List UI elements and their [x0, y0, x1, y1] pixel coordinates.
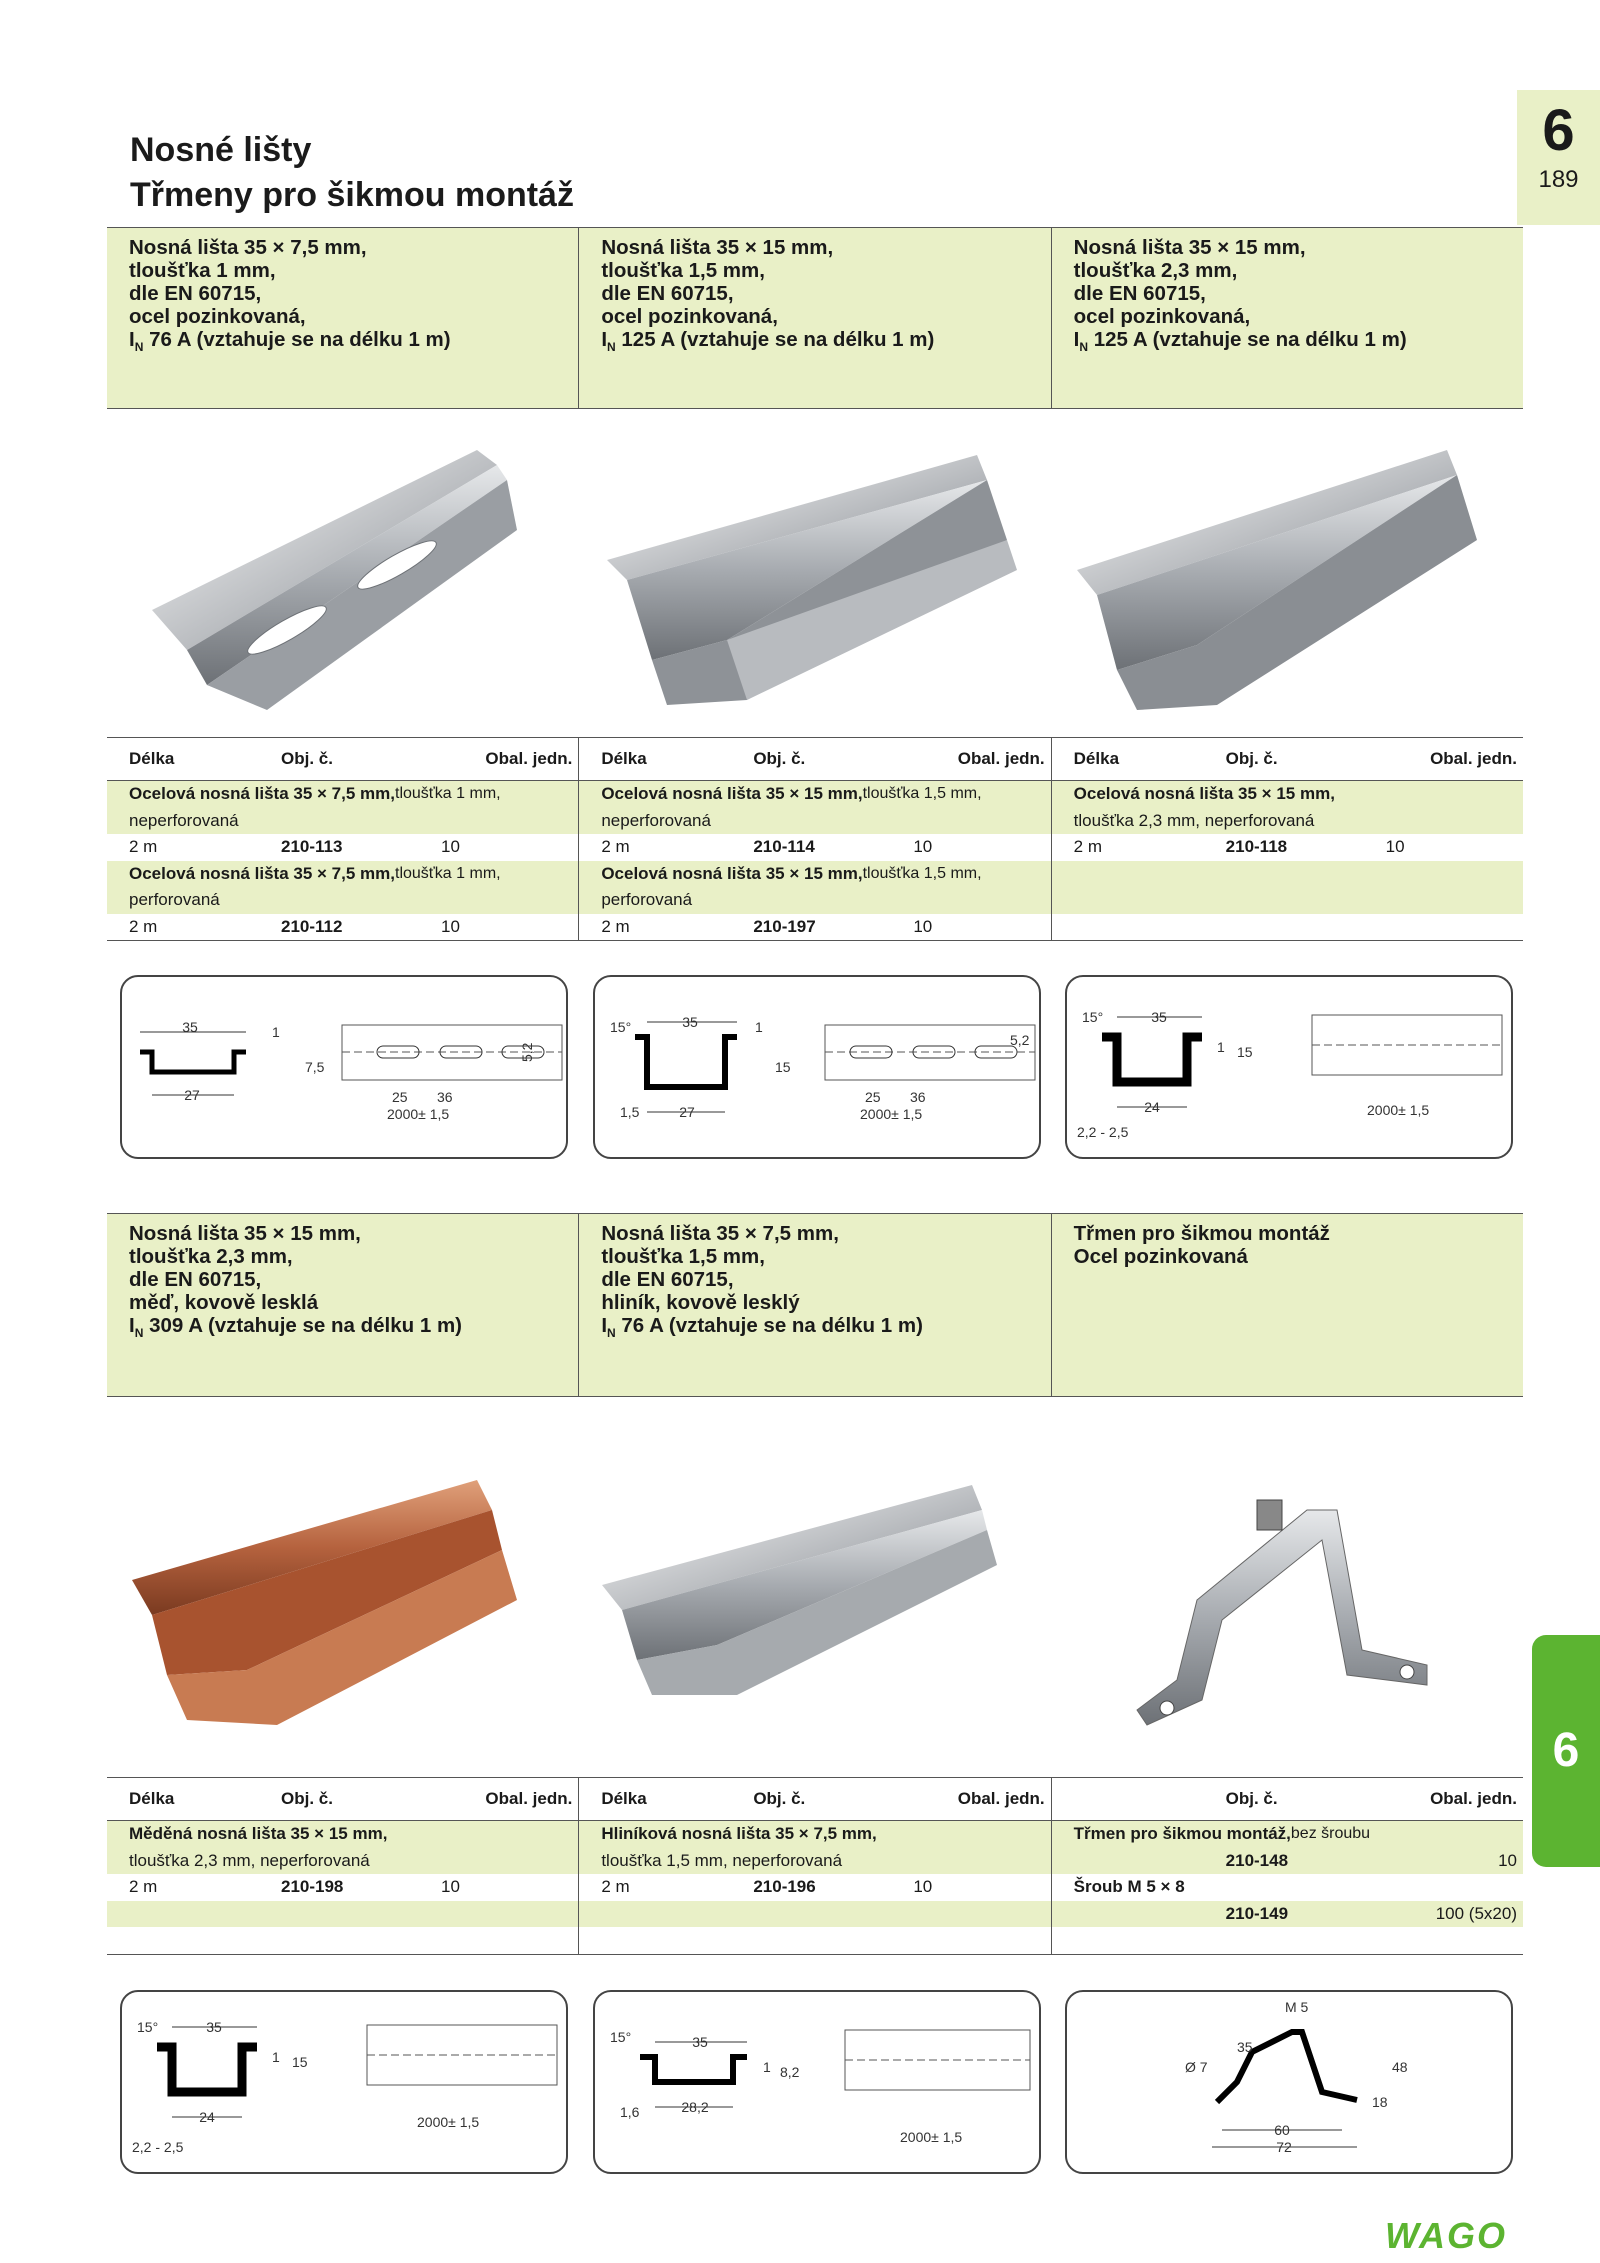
svg-text:24: 24	[199, 2109, 215, 2125]
svg-text:2000± 1,5: 2000± 1,5	[900, 2129, 963, 2145]
svg-text:28,2: 28,2	[681, 2099, 709, 2115]
svg-text:25: 25	[392, 1089, 408, 1105]
svg-text:24: 24	[1144, 1099, 1160, 1115]
dimension-drawing	[1065, 1990, 1513, 2174]
product-header: Nosná lišta 35 × 7,5 mm, tloušťka 1,5 mm, dle EN 60715, hliník, kovově lesklý $I_N$ 76 A (vztahuje se na délku 1 m)	[578, 1214, 1050, 1396]
svg-text:1: 1	[272, 2049, 280, 2065]
bracket-photo	[1137, 1500, 1427, 1725]
svg-text:5,2: 5,2	[519, 1042, 535, 1062]
svg-text:27: 27	[679, 1104, 695, 1120]
chapter-number: 6	[1542, 98, 1575, 163]
svg-text:8,2: 8,2	[780, 2064, 800, 2080]
table-row: 2 m 210-196 10	[601, 1877, 933, 1897]
table-row: 2 m 210-198 10	[129, 1877, 460, 1897]
svg-text:35: 35	[692, 2034, 708, 2050]
product-header: Třmen pro šikmou montáž Ocel pozinkovaná	[1051, 1214, 1523, 1396]
svg-text:1: 1	[1217, 1039, 1225, 1055]
svg-text:18: 18	[1372, 2094, 1388, 2110]
svg-text:15: 15	[775, 1059, 791, 1075]
wago-logo: WAGO	[1385, 2215, 1507, 2256]
table-row: 2 m 210-197 10	[601, 916, 933, 936]
svg-text:1: 1	[763, 2059, 771, 2075]
table-row: 2 m 210-113 10	[129, 837, 460, 857]
svg-text:2,2 - 2,5: 2,2 - 2,5	[1077, 1124, 1129, 1140]
svg-text:35: 35	[182, 1019, 198, 1035]
svg-text:35: 35	[1237, 2039, 1253, 2055]
svg-text:27: 27	[184, 1087, 200, 1103]
svg-text:15: 15	[1237, 1044, 1253, 1060]
svg-text:2000± 1,5: 2000± 1,5	[1367, 1102, 1430, 1118]
table-column: Délka Obj. č. Obal. jedn. Měděná nosná lišta 35 × 15 mm, tloušťka 2,3 mm, neperforovaná 2 m 210-198 10	[107, 1778, 578, 1954]
svg-text:Ø 7: Ø 7	[1185, 2059, 1208, 2075]
svg-text:35: 35	[206, 2019, 222, 2035]
svg-text:2000± 1,5: 2000± 1,5	[387, 1106, 450, 1122]
rail-photo-copper	[132, 1480, 517, 1725]
rail-photo-perforated	[152, 450, 517, 710]
svg-text:M 5: M 5	[1285, 1999, 1309, 2015]
table-row: 210-148 10	[1052, 1848, 1523, 1875]
svg-text:1,6: 1,6	[620, 2104, 640, 2120]
table-column: Obj. č. Obal. jedn. Třmen pro šikmou montáž, bez šroubu 210-148 10 Šroub M 5 × 8 210-149 100 (5x20)	[1051, 1778, 1523, 1954]
order-table-2	[107, 1777, 1523, 1955]
svg-text:35: 35	[682, 1014, 698, 1030]
svg-text:36: 36	[910, 1089, 926, 1105]
dimension-drawing	[593, 975, 1041, 1159]
svg-text:60: 60	[1274, 2122, 1290, 2138]
product-photos-2	[107, 1440, 1523, 1730]
table-row: 2 m 210-114 10	[601, 837, 933, 857]
page-number: 189	[1538, 166, 1579, 193]
svg-text:1: 1	[755, 1019, 763, 1035]
svg-text:35: 35	[1151, 1009, 1167, 1025]
svg-text:15°: 15°	[137, 2019, 159, 2035]
svg-text:15: 15	[292, 2054, 308, 2070]
dimension-drawing	[120, 1990, 568, 2174]
dimension-drawing	[120, 975, 568, 1159]
svg-text:2000± 1,5: 2000± 1,5	[860, 1106, 923, 1122]
table-row: 2 m 210-112 10	[129, 916, 460, 936]
product-header-row-2	[107, 1213, 1523, 1397]
product-header: Nosná lišta 35 × 15 mm, tloušťka 1,5 mm, dle EN 60715, ocel pozinkovaná, $I_N$ 125 A (vztahuje se na délku 1 m)	[578, 228, 1050, 408]
svg-text:2000± 1,5: 2000± 1,5	[417, 2114, 480, 2130]
table-row: 2 m 210-118 10	[1073, 837, 1405, 857]
table-column: Délka Obj. č. Obal. jedn. Ocelová nosná lišta 35 × 7,5 mm, tloušťka 1 mm, neperforovaná 2 m 210-113 10 Ocelová nosná lišta 35 × 7,5 mm, tloušťka 1 mm, perforovaná 2 m 210-112 10	[107, 738, 578, 940]
order-table-1	[107, 737, 1523, 941]
product-header: Nosná lišta 35 × 15 mm, tloušťka 2,3 mm, dle EN 60715, měď, kovově lesklá $I_N$ 309 A (vztahuje se na délku 1 m)	[129, 1222, 462, 1341]
svg-text:1,5: 1,5	[620, 1104, 640, 1120]
svg-text:15°: 15°	[1082, 1009, 1104, 1025]
svg-text:2,2 - 2,5: 2,2 - 2,5	[132, 2139, 184, 2155]
product-header: Nosná lišta 35 × 7,5 mm, tloušťka 1 mm, dle EN 60715, ocel pozinkovaná, $I_N$ 76 A (vztahuje se na délku 1 m)	[129, 236, 451, 355]
dimension-drawing	[1065, 975, 1513, 1159]
chapter-marker	[1517, 90, 1600, 225]
svg-text:1: 1	[272, 1024, 280, 1040]
dimension-drawing	[593, 1990, 1041, 2174]
svg-text:7,5: 7,5	[305, 1059, 325, 1075]
svg-text:5,2: 5,2	[1010, 1032, 1030, 1048]
svg-text:15°: 15°	[610, 2029, 632, 2045]
product-photos-1	[107, 420, 1523, 730]
svg-text:36: 36	[437, 1089, 453, 1105]
table-column: Délka Obj. č. Obal. jedn. Ocelová nosná lišta 35 × 15 mm, tloušťka 2,3 mm, neperforovaná 2 m 210-118 10	[1051, 738, 1523, 940]
product-header: Nosná lišta 35 × 15 mm, tloušťka 2,3 mm, dle EN 60715, ocel pozinkovaná, $I_N$ 125 A (vztahuje se na délku 1 m)	[1051, 228, 1523, 408]
rail-photo-15mm	[607, 455, 1017, 705]
svg-text:25: 25	[865, 1089, 881, 1105]
page-title: Nosné lišty Třmeny pro šikmou montáž	[130, 131, 574, 214]
table-column: Délka Obj. č. Obal. jedn. Hliníková nosná lišta 35 × 7,5 mm, tloušťka 1,5 mm, neperforovaná 2 m 210-196 10	[578, 1778, 1050, 1954]
svg-text:48: 48	[1392, 2059, 1408, 2075]
chapter-tab[interactable]: 6	[1532, 1635, 1600, 1867]
svg-text:72: 72	[1276, 2139, 1292, 2155]
rail-photo-aluminium	[602, 1485, 997, 1695]
rail-photo-15mm-thick	[1077, 450, 1477, 710]
table-row: 210-149 100 (5x20)	[1052, 1901, 1523, 1928]
svg-text:15°: 15°	[610, 1019, 632, 1035]
product-header-row-1	[107, 227, 1523, 409]
table-column: Délka Obj. č. Obal. jedn. Ocelová nosná lišta 35 × 15 mm, tloušťka 1,5 mm, neperforovaná 2 m 210-114 10 Ocelová nosná lišta 35 × 15 mm, tloušťka 1,5 mm, perforovaná 2 m 210-197 10	[578, 738, 1050, 940]
